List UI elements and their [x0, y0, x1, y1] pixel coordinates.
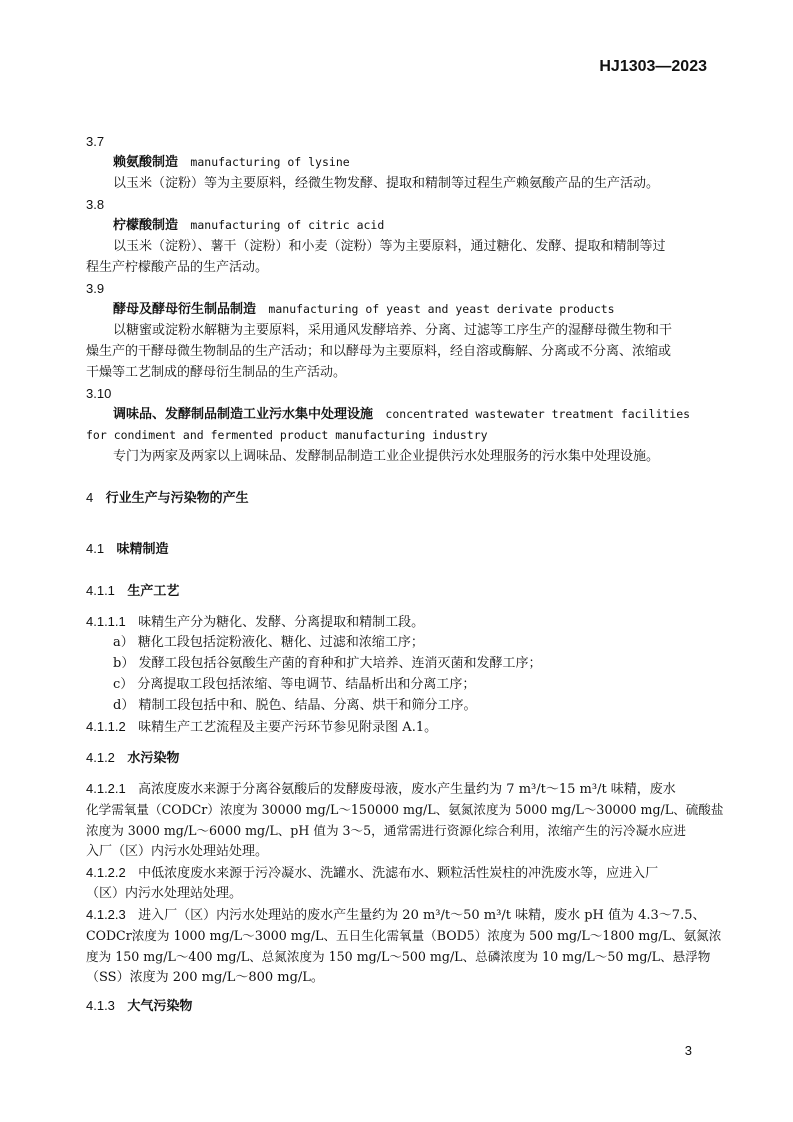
list-text: 糖化工段包括淀粉液化、糖化、过滤和浓缩工序； — [137, 635, 424, 650]
clause-text: 浓度为 3000 mg/L～6000 mg/L、pH 值为 3～5，通常需进行资源化综合利用，浓缩产生的污冷凝水应进 — [86, 823, 686, 838]
list-item — [113, 695, 476, 716]
section-title: 味精制造 — [116, 542, 169, 557]
section-number: 4.1 — [86, 541, 105, 556]
term-title — [113, 404, 690, 425]
term-title — [113, 152, 350, 173]
list-item — [113, 674, 475, 695]
list-marker: b） — [113, 656, 135, 671]
section-number: 4 — [86, 490, 94, 505]
clause-text: （区）内污水处理站处理。 — [86, 886, 243, 901]
term-title-zh: 酵母及酵母衍生制品制造 — [113, 302, 257, 317]
clause — [86, 904, 705, 926]
term-definition: 燥生产的干酵母微生物制品的生产活动；和以酵母为主要原料，经自溶或酶解、分离或不分离、浓缩或 — [86, 344, 672, 359]
list-text: 精制工段包括中和、脱色、结晶、分离、烘干和筛分工序。 — [138, 698, 477, 713]
clause-text: （SS）浓度为 200 mg/L～800 mg/L。 — [86, 970, 324, 985]
section-number: 4.1.3 — [86, 998, 115, 1013]
clause-text: 进入厂（区）内污水处理站的废水产生量约为 20 m³/t～50 m³/t 味精，废水 pH 值为 4.3～7.5、 — [138, 908, 706, 923]
section-title: 大气污染物 — [127, 999, 193, 1014]
term-number: 3.8 — [86, 197, 105, 212]
term-title-zh: 柠檬酸制造 — [113, 218, 179, 233]
clause-number: 4.1.1.2 — [86, 719, 126, 734]
term-title-en-continued: for condiment and fermented product manufacturing industry — [86, 428, 488, 442]
term-definition: 以玉米（淀粉）等为主要原料，经微生物发酵、提取和精制等过程生产赖氨酸产品的生产活动。 — [113, 176, 660, 191]
section-title: 生产工艺 — [127, 584, 180, 599]
section-heading — [86, 995, 192, 1017]
list-item — [113, 632, 424, 653]
clause-text: 度为 150 mg/L～400 mg/L、总氮浓度为 150 mg/L～500 mg/L、总磷浓度为 10 mg/L～50 mg/L、悬浮物 — [86, 949, 711, 964]
list-marker: a） — [113, 635, 134, 650]
clause-text: 高浓度废水来源于分离谷氨酸后的发酵废母液，废水产生量约为 7 m³/t～15 m³/t 味精，废水 — [138, 782, 676, 797]
section-heading — [86, 538, 169, 560]
list-item — [113, 653, 541, 674]
list-marker: c） — [113, 677, 134, 692]
standard-code: HJ1303—2023 — [599, 58, 707, 75]
clause — [86, 778, 676, 800]
term-title — [113, 299, 615, 320]
section-number: 4.1.1 — [86, 583, 115, 598]
term-title-en: manufacturing of lysine — [190, 155, 350, 169]
list-marker: d） — [113, 698, 135, 713]
term-definition: 干燥等工艺制成的酵母衍生制品的生产活动。 — [86, 365, 347, 380]
term-definition: 以玉米（淀粉）、薯干（淀粉）和小麦（淀粉）等为主要原料，通过糖化、发酵、提取和精制等过 — [113, 239, 666, 254]
term-definition: 程生产柠檬酸产品的生产活动。 — [86, 260, 269, 275]
page-number: 3 — [684, 1043, 692, 1058]
term-number: 3.7 — [86, 134, 105, 149]
term-number: 3.10 — [86, 386, 112, 401]
clause-text: 化学需氧量（CODCr）浓度为 30000 mg/L～150000 mg/L、氨氮浓度为 5000 mg/L～30000 mg/L、硫酸盐 — [86, 802, 724, 817]
term-definition: 专门为两家及两家以上调味品、发酵制品制造工业企业提供污水处理服务的污水集中处理设施。 — [113, 449, 660, 464]
section-heading — [86, 747, 179, 769]
clause-number: 4.1.2.3 — [86, 907, 126, 922]
section-title: 水污染物 — [127, 751, 180, 766]
section-number: 4.1.2 — [86, 750, 115, 765]
clause-number: 4.1.1.1 — [86, 614, 126, 629]
term-definition: 以糖蜜或淀粉水解糖为主要原料，采用通风发酵培养、分离、过滤等工序生产的湿酵母微生物和干 — [113, 323, 673, 338]
clause-number: 4.1.2.1 — [86, 781, 126, 796]
section-heading — [86, 580, 179, 602]
term-title — [113, 215, 384, 236]
term-title-zh: 调味品、发酵制品制造工业污水集中处理设施 — [113, 407, 374, 422]
clause-text: CODCr浓度为 1000 mg/L～3000 mg/L、五日生化需氧量（BOD5）浓度为 500 mg/L～1800 mg/L、氨氮浓 — [86, 928, 722, 943]
section-heading — [86, 487, 249, 509]
term-number: 3.9 — [86, 281, 105, 296]
term-title-en: manufacturing of yeast and yeast derivate products — [268, 302, 615, 316]
term-title-zh: 赖氨酸制造 — [113, 155, 179, 170]
clause — [86, 862, 658, 884]
clause-text: 入厂（区）内污水处理站处理。 — [86, 844, 269, 859]
list-text: 发酵工段包括谷氨酸生产菌的育种和扩大培养、连消灭菌和发酵工序； — [138, 656, 542, 671]
clause — [86, 611, 424, 633]
section-title: 行业生产与污染物的产生 — [105, 491, 249, 506]
clause-text: 味精生产工艺流程及主要产污环节参见附录图 A.1。 — [138, 720, 438, 735]
term-title-en: concentrated wastewater treatment facilities — [385, 407, 691, 421]
clause-number: 4.1.2.2 — [86, 865, 126, 880]
clause — [86, 716, 437, 738]
term-title-en: manufacturing of citric acid — [190, 218, 385, 232]
clause-text: 中低浓度废水来源于污冷凝水、洗罐水、洗滤布水、颗粒活性炭柱的冲洗废水等，应进入厂 — [138, 866, 659, 881]
list-text: 分离提取工段包括浓缩、等电调节、结晶析出和分离工序； — [137, 677, 476, 692]
clause-text: 味精生产分为糖化、发酵、分离提取和精制工段。 — [138, 615, 425, 630]
